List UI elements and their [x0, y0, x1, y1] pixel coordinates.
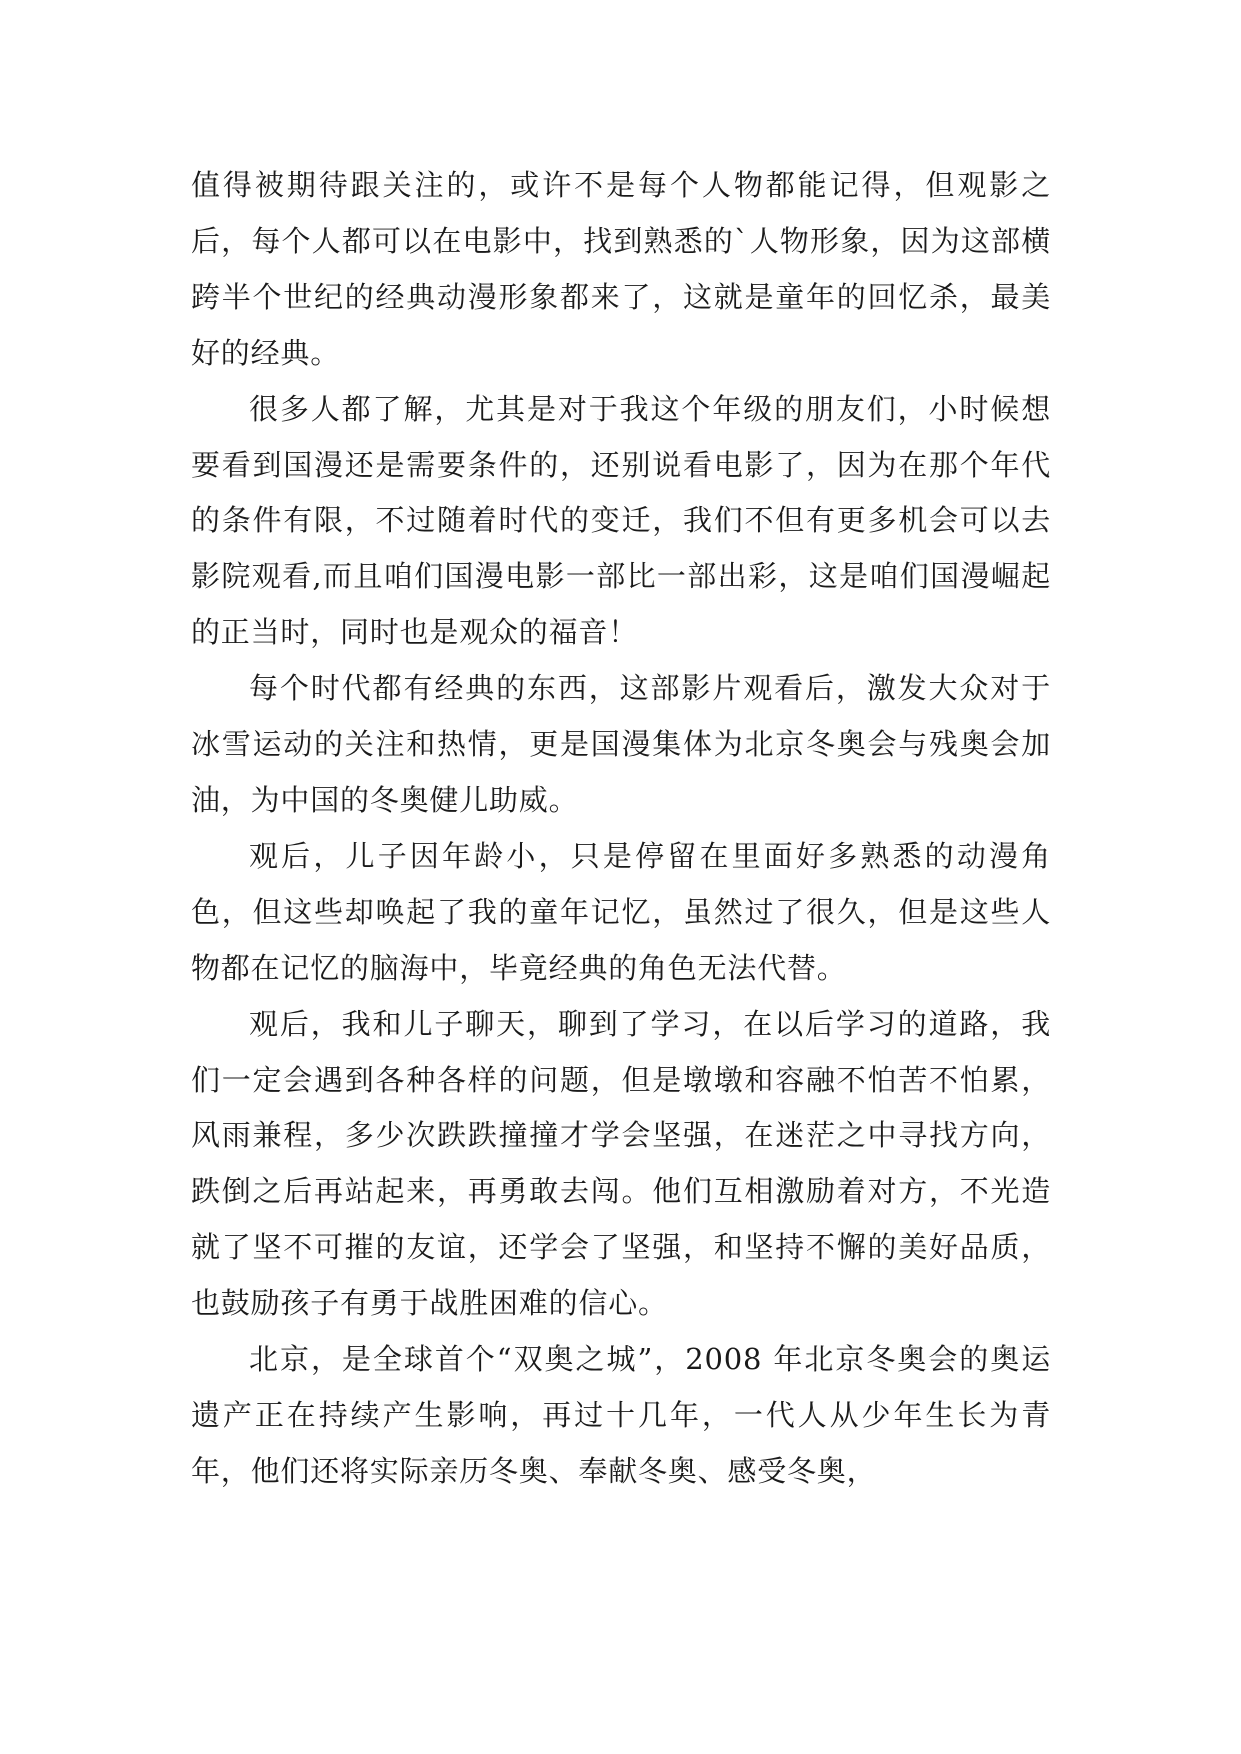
paragraph-5: 观后，我和儿子聊天，聊到了学习，在以后学习的道路，我们一定会遇到各种各样的问题，但是墩墩和容融不怕苦不怕累，风雨兼程，多少次跌跌撞撞才学会坚强，在迷茫之中寻找方向，跌倒之后再站起来，再勇敢去闯。他们互相激励着对方，不光造就了坚不可摧的友谊，还学会了坚强，和坚持不懈的美好品质，也鼓励孩子有勇于战胜困难的信心。: [191, 1006, 1051, 1321]
paragraph-4: 观后，儿子因年龄小，只是停留在里面好多熟悉的动漫角色，但这些却唤起了我的童年记忆，虽然过了很久，但是这些人物都在记忆的脑海中，毕竟经典的角色无法代替。: [191, 838, 1051, 985]
body-text: [191, 158, 1051, 1500]
paragraph-1: 值得被期待跟关注的，或许不是每个人物都能记得，但观影之后，每个人都可以在电影中，找到熟悉的`人物形象，因为这部横跨半个世纪的经典动漫形象都来了，这就是童年的回忆杀，最美好的经典。: [191, 168, 1051, 370]
paragraph-3: 每个时代都有经典的东西，这部影片观看后，激发大众对于冰雪运动的关注和热情，更是国漫集体为北京冬奥会与残奥会加油，为中国的冬奥健儿助威。: [191, 671, 1051, 817]
paragraph-2: 很多人都了解，尤其是对于我这个年级的朋友们，小时候想要看到国漫还是需要条件的，还别说看电影了，因为在那个年代的条件有限，不过随着时代的变迁，我们不但有更多机会可以去影院观看,而且咱们国漫电影一部比一部出彩，这是咱们国漫崛起的正当时，同时也是观众的福音！: [191, 391, 1051, 650]
paragraph-6: 北京，是全球首个“双奥之城”，2008 年北京冬奥会的奥运遗产正在持续产生影响，再过十几年，一代人从少年生长为青年，他们还将实际亲历冬奥、奉献冬奥、感受冬奥，: [191, 1342, 1051, 1488]
